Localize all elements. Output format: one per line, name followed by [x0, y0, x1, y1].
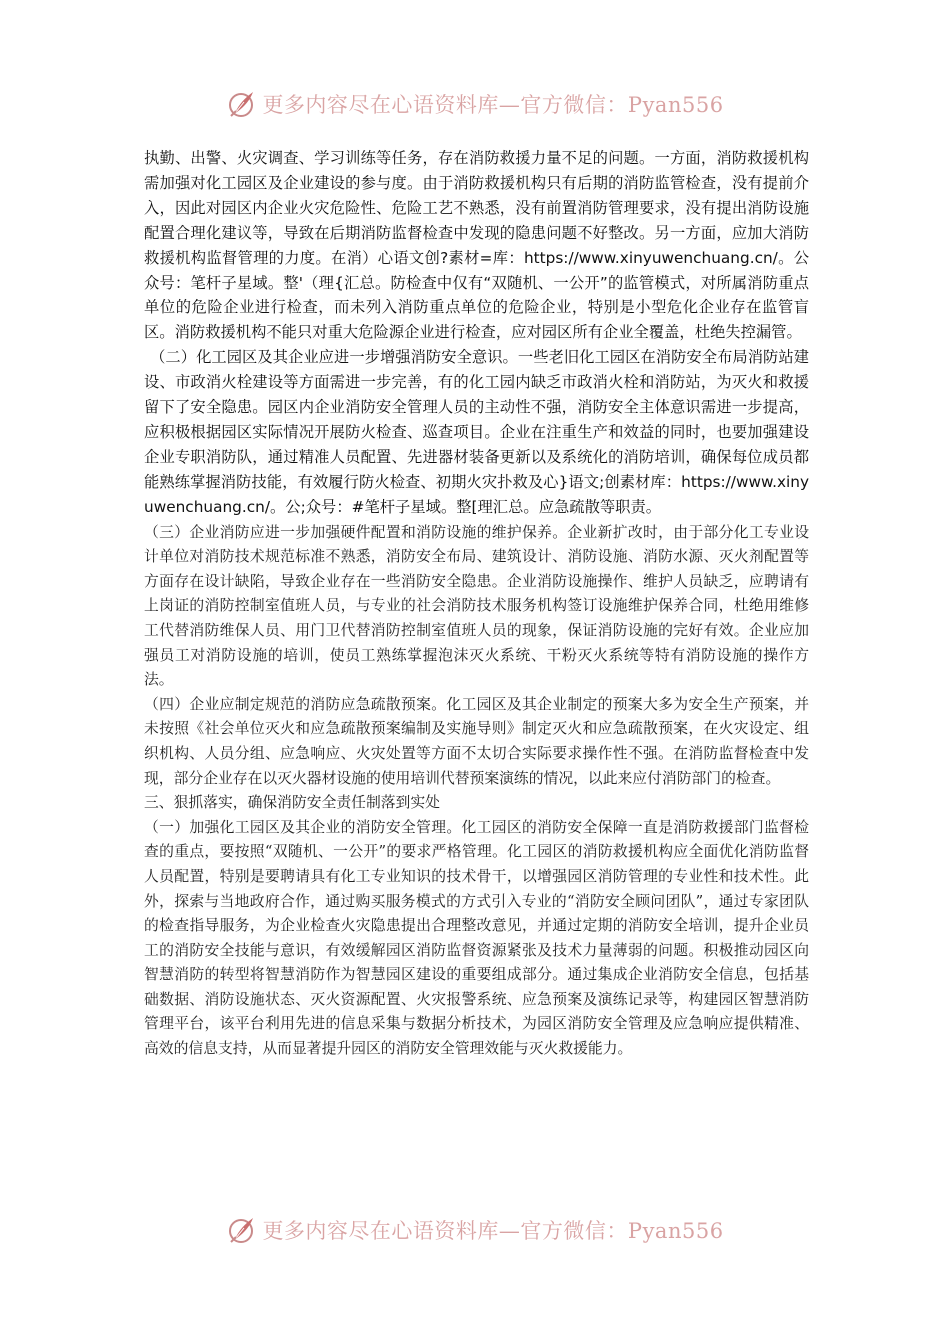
footer-watermark: [0, 1210, 950, 1250]
paragraph-hardware-maintenance: （三）企业消防应进一步加强硬件配置和消防设施的维护保养。企业新扩改时，由于部分化工专业设计单位对消防技术规范标准不熟悉，消防安全布局、建筑设计、消防设施、消防水源、灭火剂配置等方面存在设计缺陷，导致企业存在一些消防安全隐患。企业消防设施操作、维护人员缺乏，应聘请有上岗证的消防控制室值班人员，与专业的社会消防技术服务机构签订设施维护保养合同，杜绝用维修工代替消防维保人员、用门卫代替消防控制室值班人员的现象，保证消防设施的完好有效。企业应加强员工对消防设施的培训，使员工熟练掌握泡沫灭火系统、干粉灭火系统等特有消防设施的操作方法。: [144, 523, 809, 689]
section-heading-implementation: 三、狠抓落实，确保消防安全责任制落到实处: [144, 794, 440, 812]
paragraph-evacuation-plan: （四）企业应制定规范的消防应急疏散预案。化工园区及其企业制定的预案大多为安全生产预案，并未按照《社会单位灭火和应急疏散预案编制及实施导则》制定灭火和应急疏散预案，在火灾设定、组织机构、人员分组、应急响应、火灾处置等方面不太切合实际要求操作性不强。在消防监督检查中发现，部分企业存在以灭火器材设施的使用培训代替预案演练的情况，以此来应付消防部门的检查。: [144, 695, 809, 787]
paragraph-safety-awareness: （二）化工园区及其企业应进一步增强消防安全意识。一些老旧化工园区在消防安全布局消防站建设、市政消火栓建设等方面需进一步完善，有的化工园内缺乏市政消火栓和消防站，为灭火和救援留下了安全隐患。园区内企业消防安全管理人员的主动性不强，消防安全主体意识需进一步提高，应积极根据园区实际情况开展防火检查、巡查项目。企业在注重生产和效益的同时，也要加强建设企业专职消防队，通过精准人员配置、先进器材装备更新以及系统化的消防培训，确保每位成员都能熟练掌握消防技能，有效履行防火检查、初期火灾扑救及心}语文;创素材库：https://www.xinyuwenchuang.cn/。公;众号：#笔杆子星域。整[理汇总。应急疏散等职责。: [144, 348, 809, 516]
watermark-text: 更多内容尽在心语资料库—官方微信：Pyan556: [262, 93, 724, 117]
feather-pen-logo-icon: [226, 1215, 256, 1245]
feather-pen-logo-icon: [226, 89, 256, 119]
header-watermark: [0, 84, 950, 124]
document-body: [144, 146, 809, 1062]
watermark-text: 更多内容尽在心语资料库—官方微信：Pyan556: [262, 1219, 724, 1243]
paragraph-fire-rescue-capacity: 执勤、出警、火灾调查、学习训练等任务，存在消防救援力量不足的问题。一方面，消防救援机构需加强对化工园区及企业建设的参与度。由于消防救援机构只有后期的消防监管检查，没有提前介入，因此对园区内企业火灾危险性、危险工艺不熟悉，没有前置消防管理要求，没有提出消防设施配置合理化建议等，导致在后期消防监督检查中发现的隐患问题不好整改。另一方面，应加大消防救援机构监督管理的力度。在消）心语文创?素材=库：https://www.xinyuwenchuang.cn/。公众号：笔杆子星域。整'（理{汇总。防检查中仅有“双随机、一公开”的监管模式，对所属消防重点单位的危险企业进行检查，而未列入消防重点单位的危险企业，特别是小型危化企业存在监管盲区。消防救援机构不能只对重大危险源企业进行检查，应对园区所有企业全覆盖，杜绝失控漏管。: [144, 149, 809, 342]
paragraph-park-management: （一）加强化工园区及其企业的消防安全管理。化工园区的消防安全保障一直是消防救援部门监督检查的重点，要按照“双随机、一公开”的要求严格管理。化工园区的消防救援机构应全面优化消防监督人员配置，特别是要聘请具有化工专业知识的技术骨干，以增强园区消防管理的专业性和技术性。此外，探索与当地政府合作，通过购买服务模式的方式引入专业的“消防安全顾问团队”，通过专家团队的检查指导服务，为企业检查火灾隐患提出合理整改意见，并通过定期的消防安全培训，提升企业员工的消防安全技能与意识，有效缓解园区消防监督资源紧张及技术力量薄弱的问题。积极推动园区向智慧消防的转型将智慧消防作为智慧园区建设的重要组成部分。通过集成企业消防安全信息，包括基础数据、消防设施状态、灭火资源配置、火灾报警系统、应急预案及演练记录等，构建园区智慧消防管理平台，该平台利用先进的信息采集与数据分析技术，为园区消防安全管理及应急响应提供精准、高效的信息支持，从而显著提升园区的消防安全管理效能与灭火救援能力。: [144, 818, 809, 1058]
